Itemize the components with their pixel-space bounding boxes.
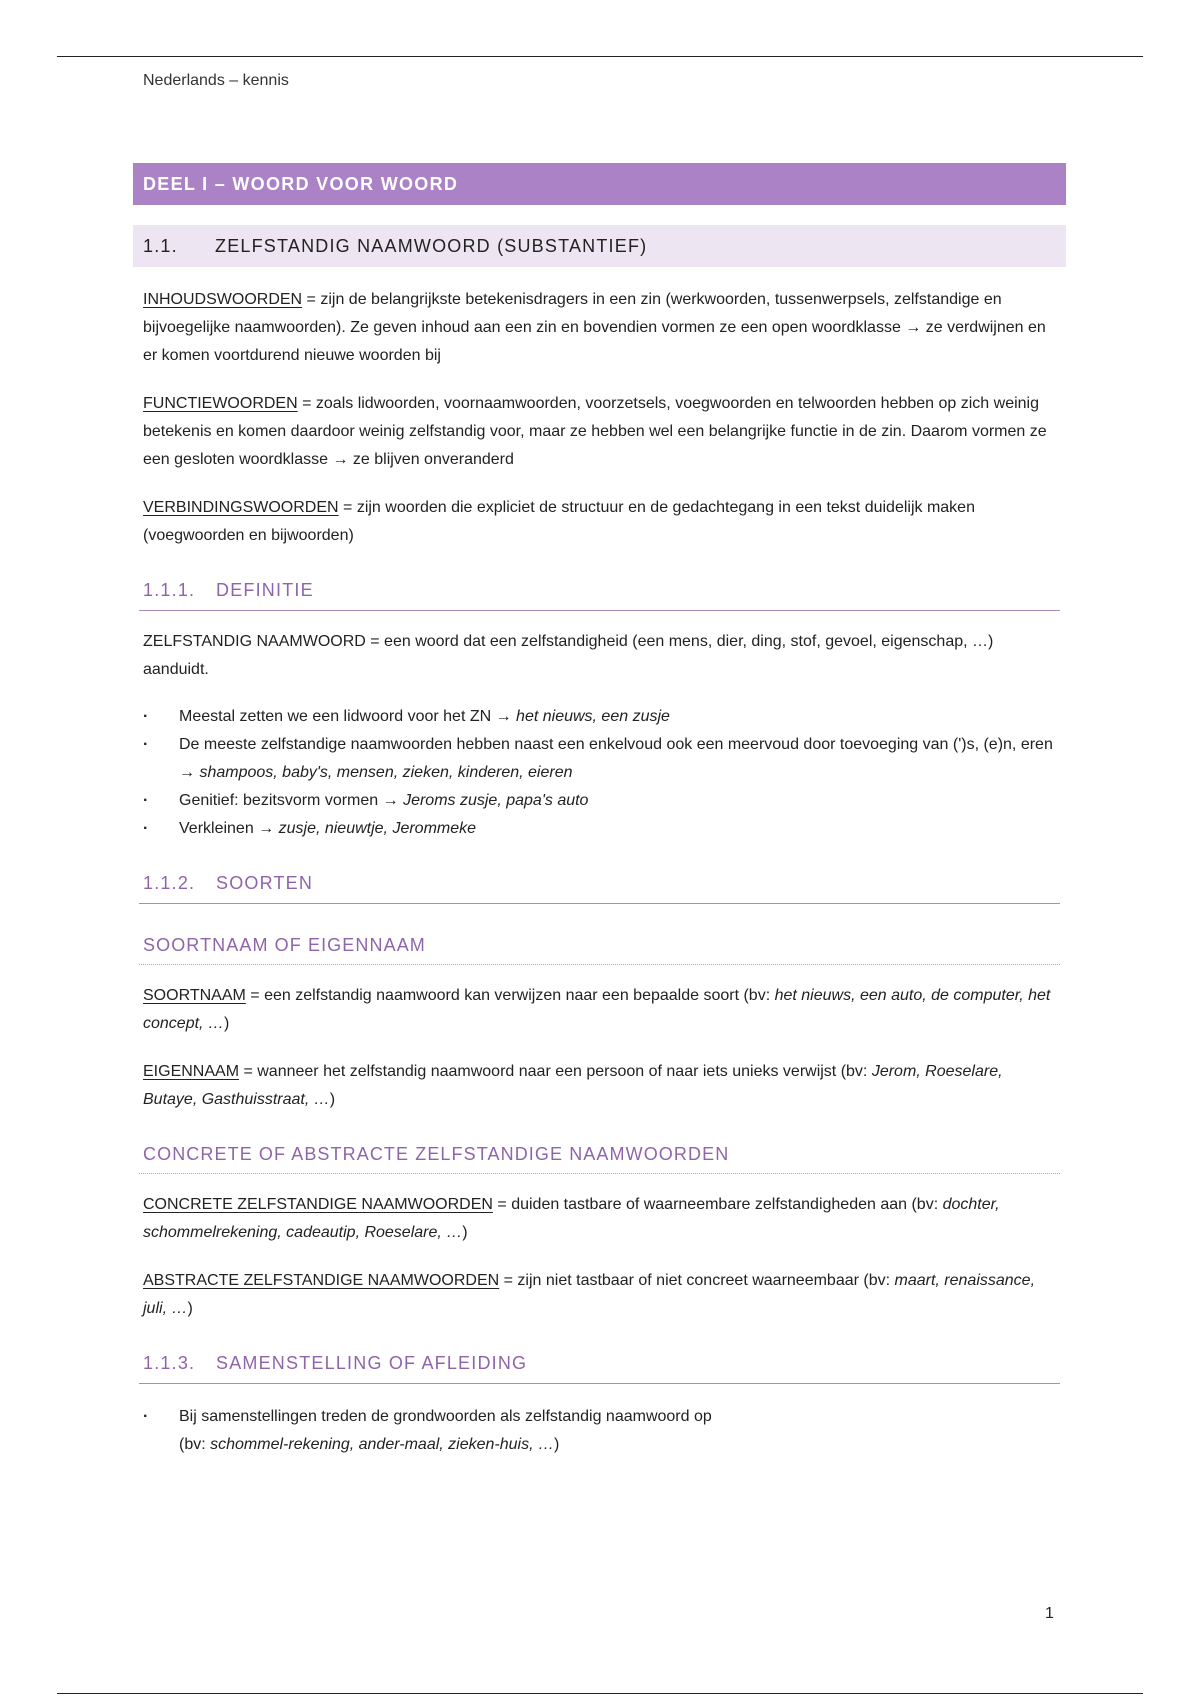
inhoudswoorden-paragraph xyxy=(133,286,1066,370)
heading-title: SOORTEN xyxy=(216,873,314,893)
heading-title: DEFINITIE xyxy=(216,580,314,600)
list-item: · De meeste zelfstandige naamwoorden hebben naast een enkelvoud ook een meervoud door toevoeging van (')s, (e)n, eren → shampoos, baby's, mensen, zieken, kinderen, eieren xyxy=(133,731,1066,787)
subheading-soortnaam-eigennaam: SOORTNAAM OF EIGENNAAM xyxy=(139,935,1060,965)
soortnaam-paragraph: SOORTNAAM = een zelfstandig naamwoord kan verwijzen naar een bepaalde soort (bv: het nieuws, een auto, de computer, het concept, …) xyxy=(143,987,1051,1032)
concreet-term: CONCRETE ZELFSTANDIGE NAAMWOORDEN xyxy=(143,1196,493,1213)
section-heading xyxy=(133,225,1066,267)
list-item: · Bij samenstellingen treden de grondwoorden als zelfstandig naamwoord op (bv: schommel-rekening, ander-maal, zieken-huis, …) xyxy=(133,1403,1066,1459)
heading-samenstelling xyxy=(139,1353,1060,1384)
example-text: Jeroms zusje, papa's auto xyxy=(403,792,589,809)
section-number: 1.1. xyxy=(143,236,178,256)
concreet-paragraph: CONCRETE ZELFSTANDIGE NAAMWOORDEN = duiden tastbare of waarneembare zelfstandigheden aan (bv: dochter, schommelrekening, cadeautip, Roeselare, …) xyxy=(143,1196,1000,1241)
verbindingswoorden-term: VERBINDINGSWOORDEN xyxy=(143,499,339,516)
verbindingswoorden-paragraph xyxy=(133,494,1066,550)
example-text: het nieuws, een auto, de computer, het concept, … xyxy=(143,987,1051,1032)
abstract-term: ABSTRACTE ZELFSTANDIGE NAAMWOORDEN xyxy=(143,1272,500,1289)
definitie-bullets xyxy=(133,703,1066,843)
definitie-paragraph: ZELFSTANDIG NAAMWOORD = een woord dat een zelfstandigheid (een mens, dier, ding, stof, gevoel, eigenschap, …) aanduidt. xyxy=(143,633,994,678)
heading-number: 1.1.1. xyxy=(143,580,196,600)
heading-definitie xyxy=(139,580,1060,611)
functiewoorden-text: = zoals lidwoorden, voornaamwoorden, voorzetsels, voegwoorden en telwoorden hebben op zich weinig betekenis en komen daardoor weinig zelfstandig voor, maar ze hebben wel een belangrijke functie in de zin. Daarom vormen ze een gesloten woordklasse → ze blijven onveranderd xyxy=(143,395,1047,468)
section-title: ZELFSTANDIG NAAMWOORD (SUBSTANTIEF) xyxy=(215,236,648,256)
part-heading: DEEL I – WOORD VOOR WOORD xyxy=(133,163,1066,205)
page-number: 1 xyxy=(1045,1605,1054,1622)
heading-title: SAMENSTELLING OF AFLEIDING xyxy=(216,1353,528,1373)
bottom-rule xyxy=(57,1693,1143,1694)
eigennaam-term: EIGENNAAM xyxy=(143,1063,240,1080)
example-text: zusje, nieuwtje, Jerommeke xyxy=(278,820,477,837)
heading-number: 1.1.3. xyxy=(143,1353,196,1373)
inhoudswoorden-text: = zijn de belangrijkste betekenisdragers in een zin (werkwoorden, tussenwerpsels, zelfstandige en bijvoegelijke naamwoorden). Ze geven inhoud aan een zin en bovendien vormen ze een open woordklasse → ze verdwijnen en er komen voortdurend nieuwe woorden bij xyxy=(143,291,1046,364)
document-body xyxy=(133,163,1066,1459)
verbindingswoorden-text: = zijn woorden die expliciet de structuur en de gedachtegang in een tekst duidelijk maken (voegwoorden en bijwoorden) xyxy=(143,499,975,544)
heading-soorten xyxy=(139,873,1060,904)
soortnaam-term: SOORTNAAM xyxy=(143,987,246,1004)
example-text: Jerom, Roeselare, Butaye, Gasthuisstraat, … xyxy=(143,1063,1003,1108)
list-item: · Genitief: bezitsvorm vormen → Jeroms zusje, papa's auto xyxy=(133,787,1066,815)
running-header: Nederlands – kennis xyxy=(143,72,289,89)
example-text: het nieuws, een zusje xyxy=(516,708,670,725)
list-item: · Meestal zetten we een lidwoord voor het ZN → het nieuws, een zusje xyxy=(133,703,1066,731)
eigennaam-paragraph: EIGENNAAM = wanneer het zelfstandig naamwoord naar een persoon of naar iets unieks verwijst (bv: Jerom, Roeselare, Butaye, Gasthuisstraat, …) xyxy=(143,1063,1003,1108)
functiewoorden-paragraph xyxy=(133,390,1066,474)
example-text: maart, renaissance, juli, … xyxy=(143,1272,1036,1317)
abstract-paragraph: ABSTRACTE ZELFSTANDIGE NAAMWOORDEN = zijn niet tastbaar of niet concreet waarneembaar (bv: maart, renaissance, juli, …) xyxy=(143,1272,1036,1317)
subheading-concreet-abstract: CONCRETE OF ABSTRACTE ZELFSTANDIGE NAAMWOORDEN xyxy=(139,1144,1060,1174)
heading-number: 1.1.2. xyxy=(143,873,196,893)
functiewoorden-term: FUNCTIEWOORDEN xyxy=(143,395,298,412)
example-text: schommel-rekening, ander-maal, zieken-huis, … xyxy=(210,1436,554,1453)
example-text: shampoos, baby's, mensen, zieken, kinderen, eieren xyxy=(199,764,573,781)
samenstelling-bullets xyxy=(133,1403,1066,1459)
inhoudswoorden-term: INHOUDSWOORDEN xyxy=(143,291,303,308)
example-text: dochter, schommelrekening, cadeautip, Roeselare, … xyxy=(143,1196,1000,1241)
list-item: · Verkleinen → zusje, nieuwtje, Jerommeke xyxy=(133,815,1066,843)
top-rule xyxy=(57,56,1143,57)
